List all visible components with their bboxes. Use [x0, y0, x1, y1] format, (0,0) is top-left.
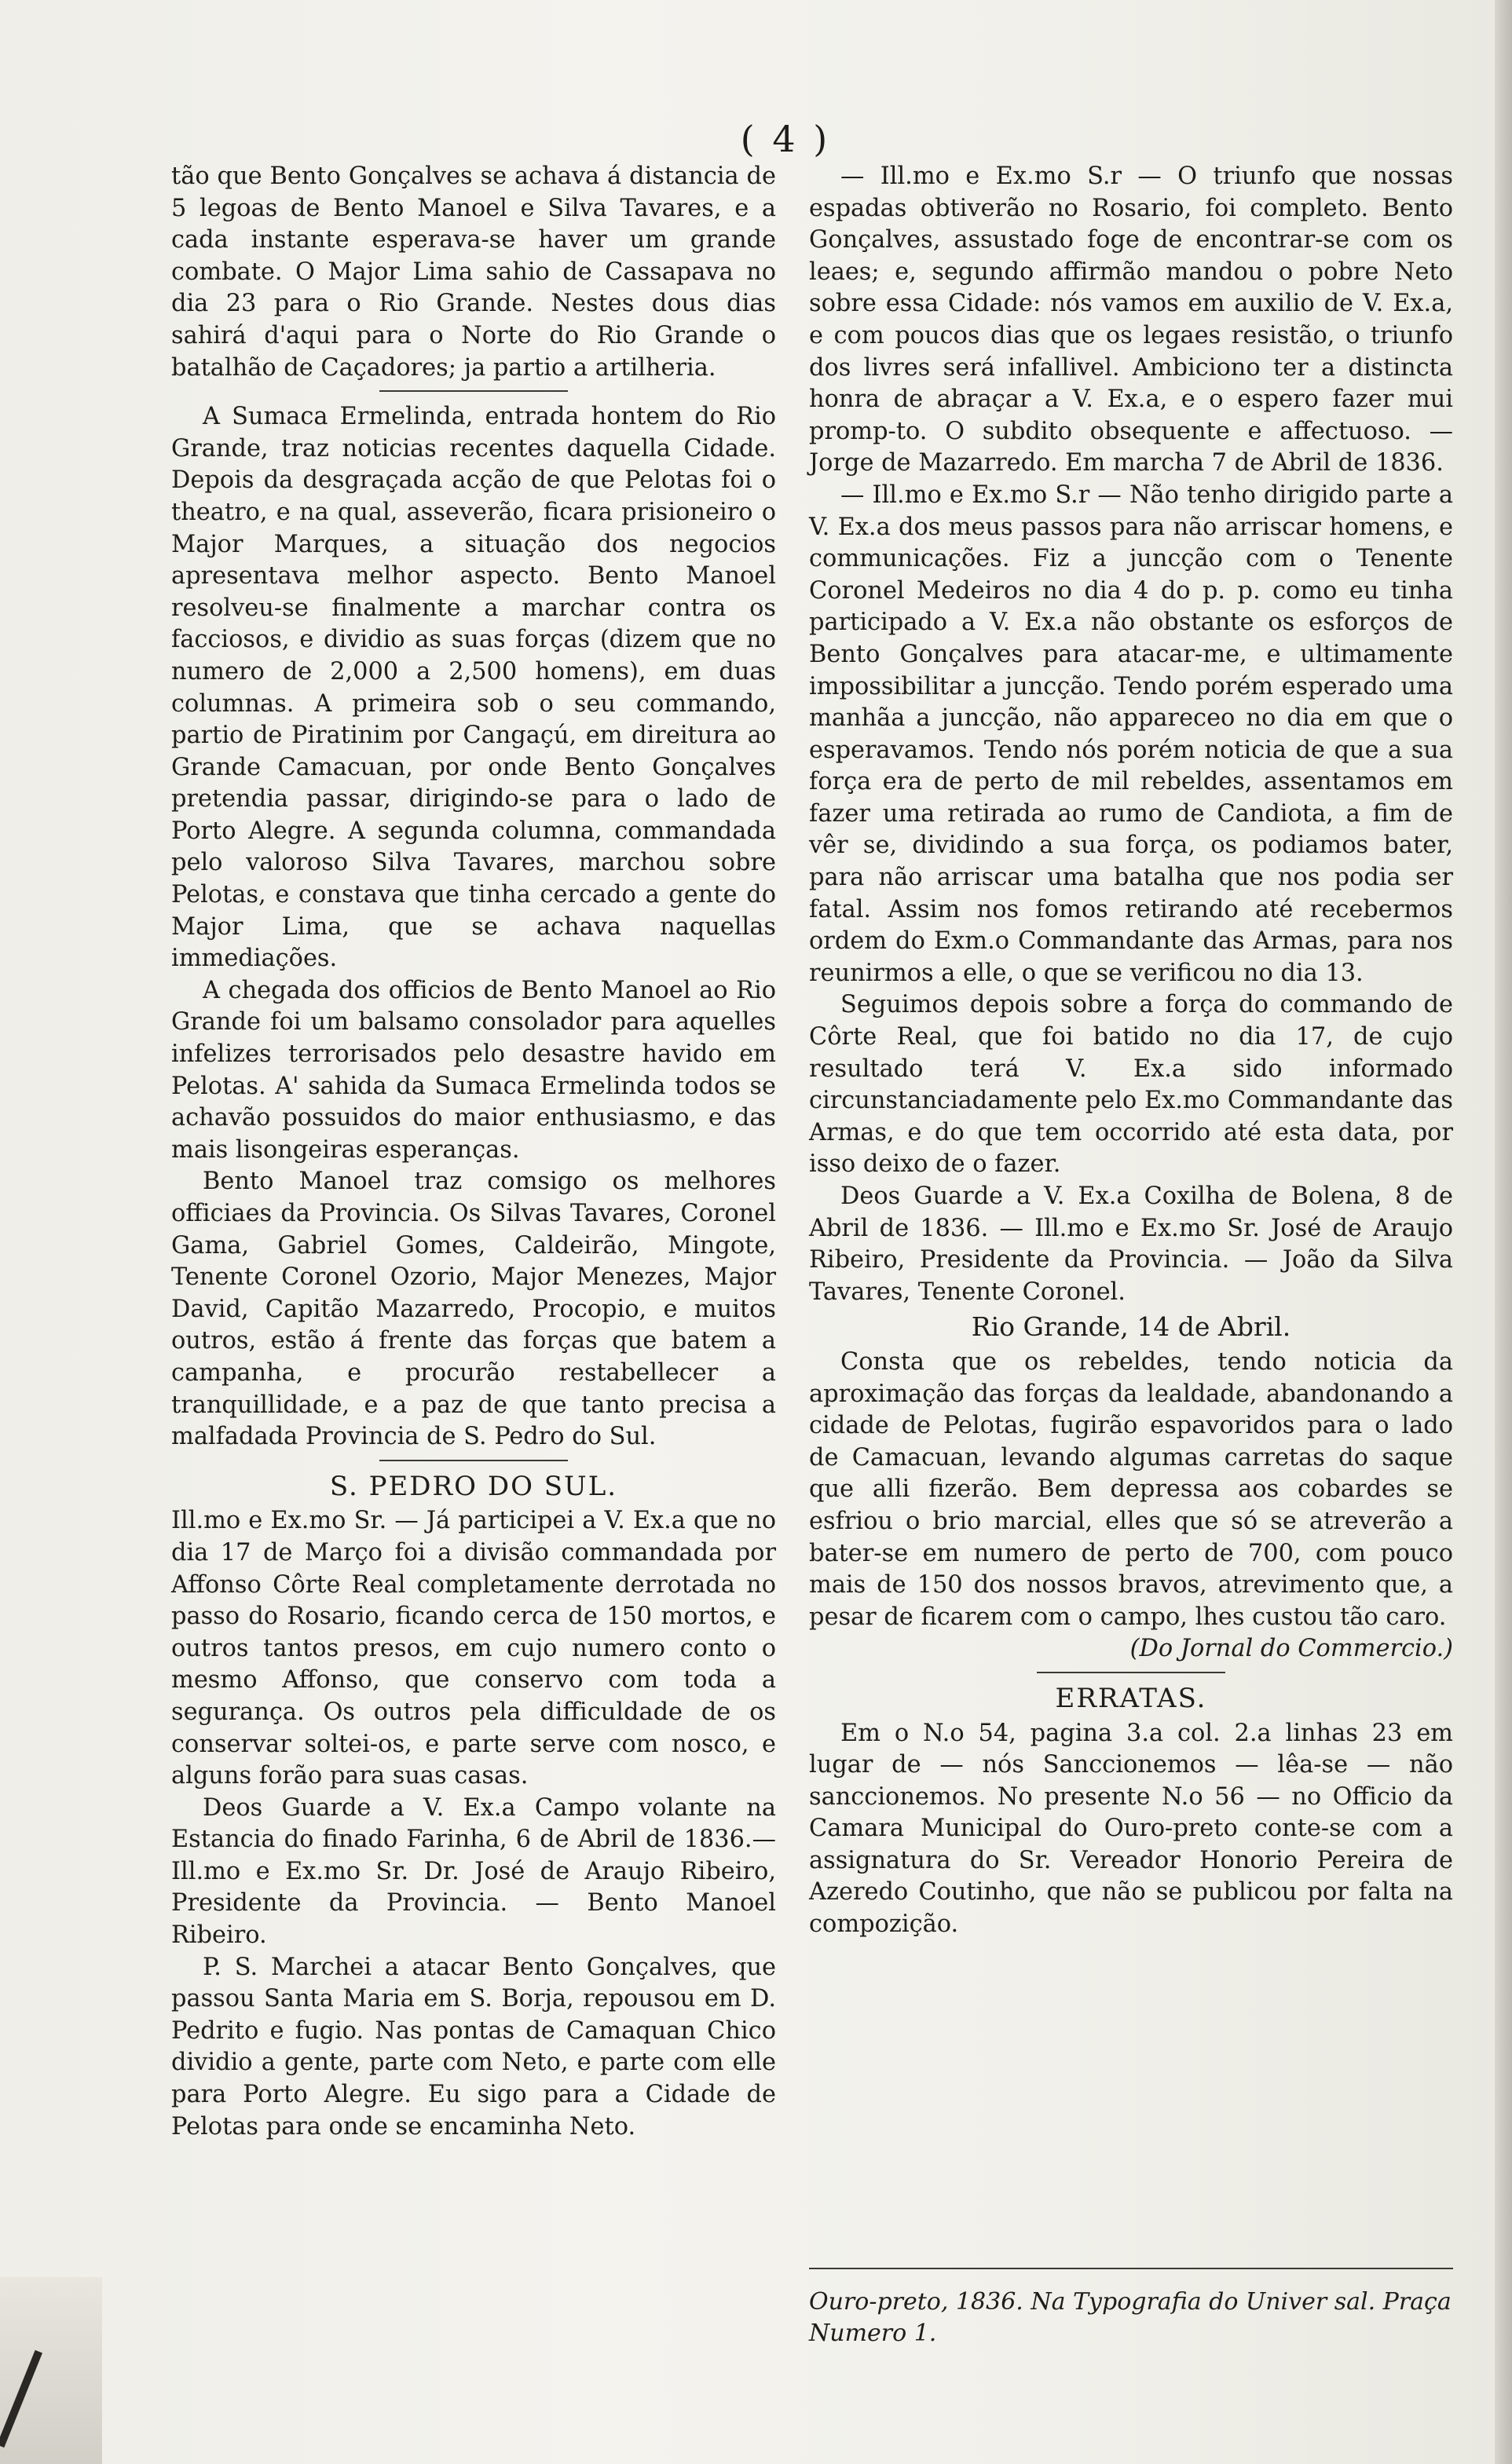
section-heading: S. PEDRO DO SUL. [329, 1470, 618, 1502]
article-paragraph: P. S. Marchei a atacar Bento Gonçalves, que passou Santa Maria em S. Borja, repousou em D. Pedrito e fugio. Nas pontas de Camaquan Chico dividio a gente, parte com Neto, e parte com elle para Porto Alegre. Eu sigo para a Cidade de Pelotas para onde se encaminha Neto. [171, 1953, 776, 2140]
article-paragraph: — Ill.mo e Ex.mo S.r — Não tenho dirigido parte a V. Ex.a dos meus passos para não arriscar homens, e communicações. Fiz a juncção com o Tenente Coronel Medeiros no dia 4 do p. p. como eu tinha participado a V. Ex.a não obstante os esforços de Bento Gonçalves para atacar-me, e ultimamente impossibilitar a juncção. Tendo porém esperado uma manhãa a juncção, não appareceo no dia em que o esperavamos. Tendo nós porém noticia de que a sua força era de perto de mil rebeldes, assentamos em fazer uma retirada ao rumo de Candiota, a fim de vêr se, dividindo a sua força, os podiamos bater, para não arriscar uma batalha que nos podia ser fatal. Assim nos fomos retirando até recebermos ordem do Exm.o Commandante das Armas, para nos reunirmos a elle, o que se verificou no dia 13. [809, 481, 1453, 987]
binding-shadow [0, 2277, 102, 2464]
article-paragraph: Seguimos depois sobre a força do commando de Côrte Real, que foi batido no dia 17, de cujo resultado terá V. Ex.a sido informado circunstanciadamente pelo Ex.mo Commandante das Armas, e do que tem occorrido até esta data, por isso deixo de o fazer. [809, 991, 1453, 1179]
article-paragraph: — Ill.mo e Ex.mo S.r — O triunfo que nossas espadas obtiverão no Rosario, foi completo. Bento Gonçalves, assustado foge de encontrar-se com os leaes; e, segundo affirmão mandou o pobre Neto sobre essa Cidade: nós vamos em auxilio de V. Ex.a, e com poucos dias que os legaes resistão, o triunfo dos livres será infallivel. Ambiciono ter a distincta honra de abraçar a V. Ex.a, e o espero fazer mui promp-to. O subdito obsequente e affectuoso. — Jorge de Mazarredo. Em marcha 7 de Abril de 1836. [809, 163, 1453, 477]
article-paragraph: A Sumaca Ermelinda, entrada hontem do Rio Grande, traz noticias recentes daquella Cidade. Depois da desgraçada acção de que Pelotas foi o theatro, e na qual, asseverão, ficara prisioneiro o Major Marques, a situação dos negocios apresentava melhor aspecto. Bento Manoel resolveu-se finalmente a marchar contra os facciosos, e dividio as suas forças (dizem que no numero de 2,000 a 2,500 homens), em duas columnas. A primeira sob o seu commando, partio de Piratinim por Cangaçú, em direitura ao Grande Camacuan, por onde Bento Gonçalves pretendia passar, dirigindo-se para o lado de Porto Alegre. A segunda columna, commandada pelo valoroso Silva Tavares, marchou sobre Pelotas, e constava que tinha cercado a gente do Major Lima, que se achava naquellas immediações. [171, 403, 776, 973]
section-rule [379, 1460, 568, 1461]
colophon: Ouro-preto, 1836. Na Typografia do Univer sal. Praça Numero 1. [809, 2288, 1452, 2347]
section-rule [379, 390, 568, 392]
section-rule [1037, 1672, 1225, 1673]
page-edge [1495, 0, 1512, 2464]
article-paragraph: Consta que os rebeldes, tendo noticia da aproximação das forças da lealdade, abandonando a cidade de Pelotas, fugirão espavoridos para o lado de Camacuan, levando algumas carretas do saque que alli fizerão. Bem depressa aos cobardes se esfriou o brio marcial, elles que só se atreverão a bater-se em numero de perto de 700, com pouco mais de 150 dos nossos bravos, atrevimento que, a pesar de ficarem com o campo, lhes custou tão caro. [809, 1347, 1453, 1631]
article-paragraph: Bento Manoel traz comsigo os melhores officiaes da Provincia. Os Silvas Tavares, Coronel Gama, Gabriel Gomes, Caldeirão, Mingote, Tenente Coronel Ozorio, Major Menezes, Major David, Capitão Mazarredo, Procopio, e muitos outros, estão á frente das forças que batem a campanha, e procurão restabellecer a tranquillidade, e a paz de que tanto precisa a malfadada Provincia de S. Pedro do Sul. [171, 1168, 776, 1451]
article-paragraph: Deos Guarde a V. Ex.a Campo volante na Estancia do finado Farinha, 6 de Abril de 1836.— Ill.mo e Ex.mo Sr. Dr. José de Araujo Ribeiro, Presidente da Provincia. — Bento Manoel Ribeiro. [171, 1793, 776, 1950]
errata-heading: ERRATAS. [1055, 1682, 1207, 1714]
article-paragraph: Deos Guarde a V. Ex.a Coxilha de Bolena, 8 de Abril de 1836. — Ill.mo e Ex.mo Sr. José de Araujo Ribeiro, Presidente da Provincia. — João da Silva Tavares, Tenente Coronel. [809, 1183, 1453, 1306]
source-attribution: (Do Jornal do Commercio.) [1129, 1635, 1453, 1663]
dateline: Rio Grande, 14 de Abril. [971, 1311, 1291, 1343]
page-number: ( 4 ) [740, 118, 831, 160]
article-paragraph: Em o N.o 54, pagina 3.a col. 2.a linhas 23 em lugar de — nós Sanccionemos — lêa-se — não sanccionemos. No presente N.o 56 — no Officio da Camara Municipal do Ouro-preto conte-se com a assignatura do Sr. Vereador Honorio Pereira de Azeredo Coutinho, que não se publicou por falta na compozição. [809, 1719, 1453, 1939]
right-column [809, 161, 1453, 1941]
article-paragraph: A chegada dos officios de Bento Manoel ao Rio Grande foi um balsamo consolador para aquelles infelizes terrorisados pelo desastre havido em Pelotas. A' sahida da Sumaca Ermelinda todos se achavão possuidos do maior enthusiasmo, e das mais lisongeiras esperanças. [171, 976, 776, 1164]
article-paragraph: Ill.mo e Ex.mo Sr. — Já participei a V. Ex.a que no dia 17 de Março foi a divisão commandada por Affonso Côrte Real completamente derrotada no passo do Rosario, ficando cerca de 150 mortos, e outros tantos presos, em cujo numero conto o mesmo Affonso, que conservo com toda a segurança. Os outros pela difficuldade de os conservar soltei-os, e parte serve com nosco, e alguns forão para suas casas. [171, 1507, 776, 1790]
left-column [171, 161, 776, 2143]
article-paragraph: tão que Bento Gonçalves se achava á distancia de 5 legoas de Bento Manoel e Silva Tavares, e a cada instante esperava-se haver um grande combate. O Major Lima sahio de Cassapava no dia 23 para o Rio Grande. Nestes dous dias sahirá d'aqui para o Norte do Rio Grande o batalhão de Caçadores; ja partio a artilheria. [171, 163, 776, 382]
colophon-rule [809, 2268, 1453, 2269]
